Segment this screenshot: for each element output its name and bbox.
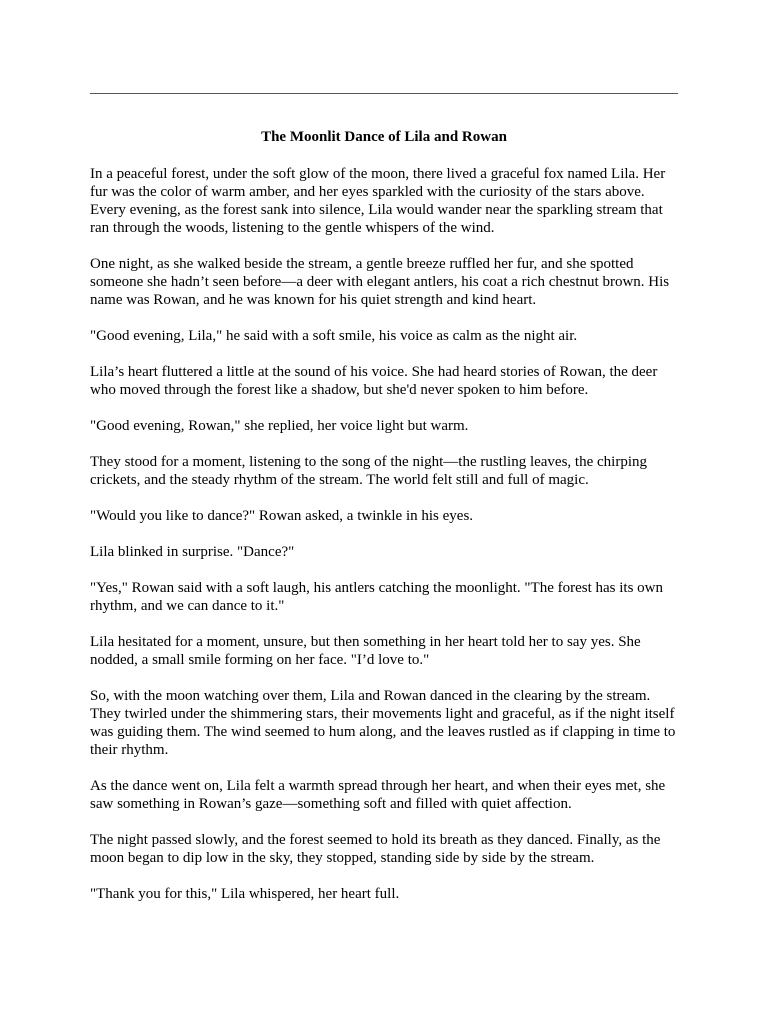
story-paragraph: Lila’s heart fluttered a little at the sound of his voice. She had heard stories of Rowan, the deer who moved through the forest like a shadow, but she'd never spoken to him before. <box>90 364 658 398</box>
story-paragraph: They stood for a moment, listening to the song of the night—the rustling leaves, the chirping crickets, and the steady rhythm of the stream. The world felt still and full of magic. <box>90 454 647 488</box>
story-paragraph: "Would you like to dance?" Rowan asked, a twinkle in his eyes. <box>90 508 474 524</box>
story-paragraph: "Thank you for this," Lila whispered, her heart full. <box>90 886 400 902</box>
story-paragraph: As the dance went on, Lila felt a warmth spread through her heart, and when their eyes met, she saw something in Rowan’s gaze—something soft and filled with quiet affection. <box>90 778 666 812</box>
story-paragraph: Lila hesitated for a moment, unsure, but then something in her heart told her to say yes. She nodded, a small smile forming on her face. "I’d love to." <box>90 634 641 668</box>
header-rule <box>90 93 678 94</box>
story-title: The Moonlit Dance of Lila and Rowan <box>261 129 507 145</box>
story-body <box>90 165 682 921</box>
story-paragraph: Lila blinked in surprise. "Dance?" <box>90 544 295 560</box>
story-paragraph: "Good evening, Rowan," she replied, her voice light but warm. <box>90 418 469 434</box>
story-paragraph: So, with the moon watching over them, Lila and Rowan danced in the clearing by the stream. They twirled under the shimmering stars, their movements light and graceful, as if the night itself was guiding them. The wind seemed to hum along, and the leaves rustled as if clapping in time to their rhythm. <box>90 688 676 758</box>
story-paragraph: "Good evening, Lila," he said with a soft smile, his voice as calm as the night air. <box>90 328 578 344</box>
story-paragraph: In a peaceful forest, under the soft glow of the moon, there lived a graceful fox named Lila. Her fur was the color of warm amber, and her eyes sparkled with the curiosity of the stars above. Every evening, as the forest sank into silence, Lila would wander near the sparkling stream that ran through the woods, listening to the gentle whispers of the wind. <box>90 166 666 236</box>
story-paragraph: The night passed slowly, and the forest seemed to hold its breath as they danced. Finally, as the moon began to dip low in the sky, they stopped, standing side by side by the stream. <box>90 832 661 866</box>
story-paragraph: "Yes," Rowan said with a soft laugh, his antlers catching the moonlight. "The forest has its own rhythm, and we can dance to it." <box>90 580 664 614</box>
story-paragraph: One night, as she walked beside the stream, a gentle breeze ruffled her fur, and she spotted someone she hadn’t seen before—a deer with elegant antlers, his coat a rich chestnut brown. His name was Rowan, and he was known for his quiet strength and kind heart. <box>90 256 670 308</box>
